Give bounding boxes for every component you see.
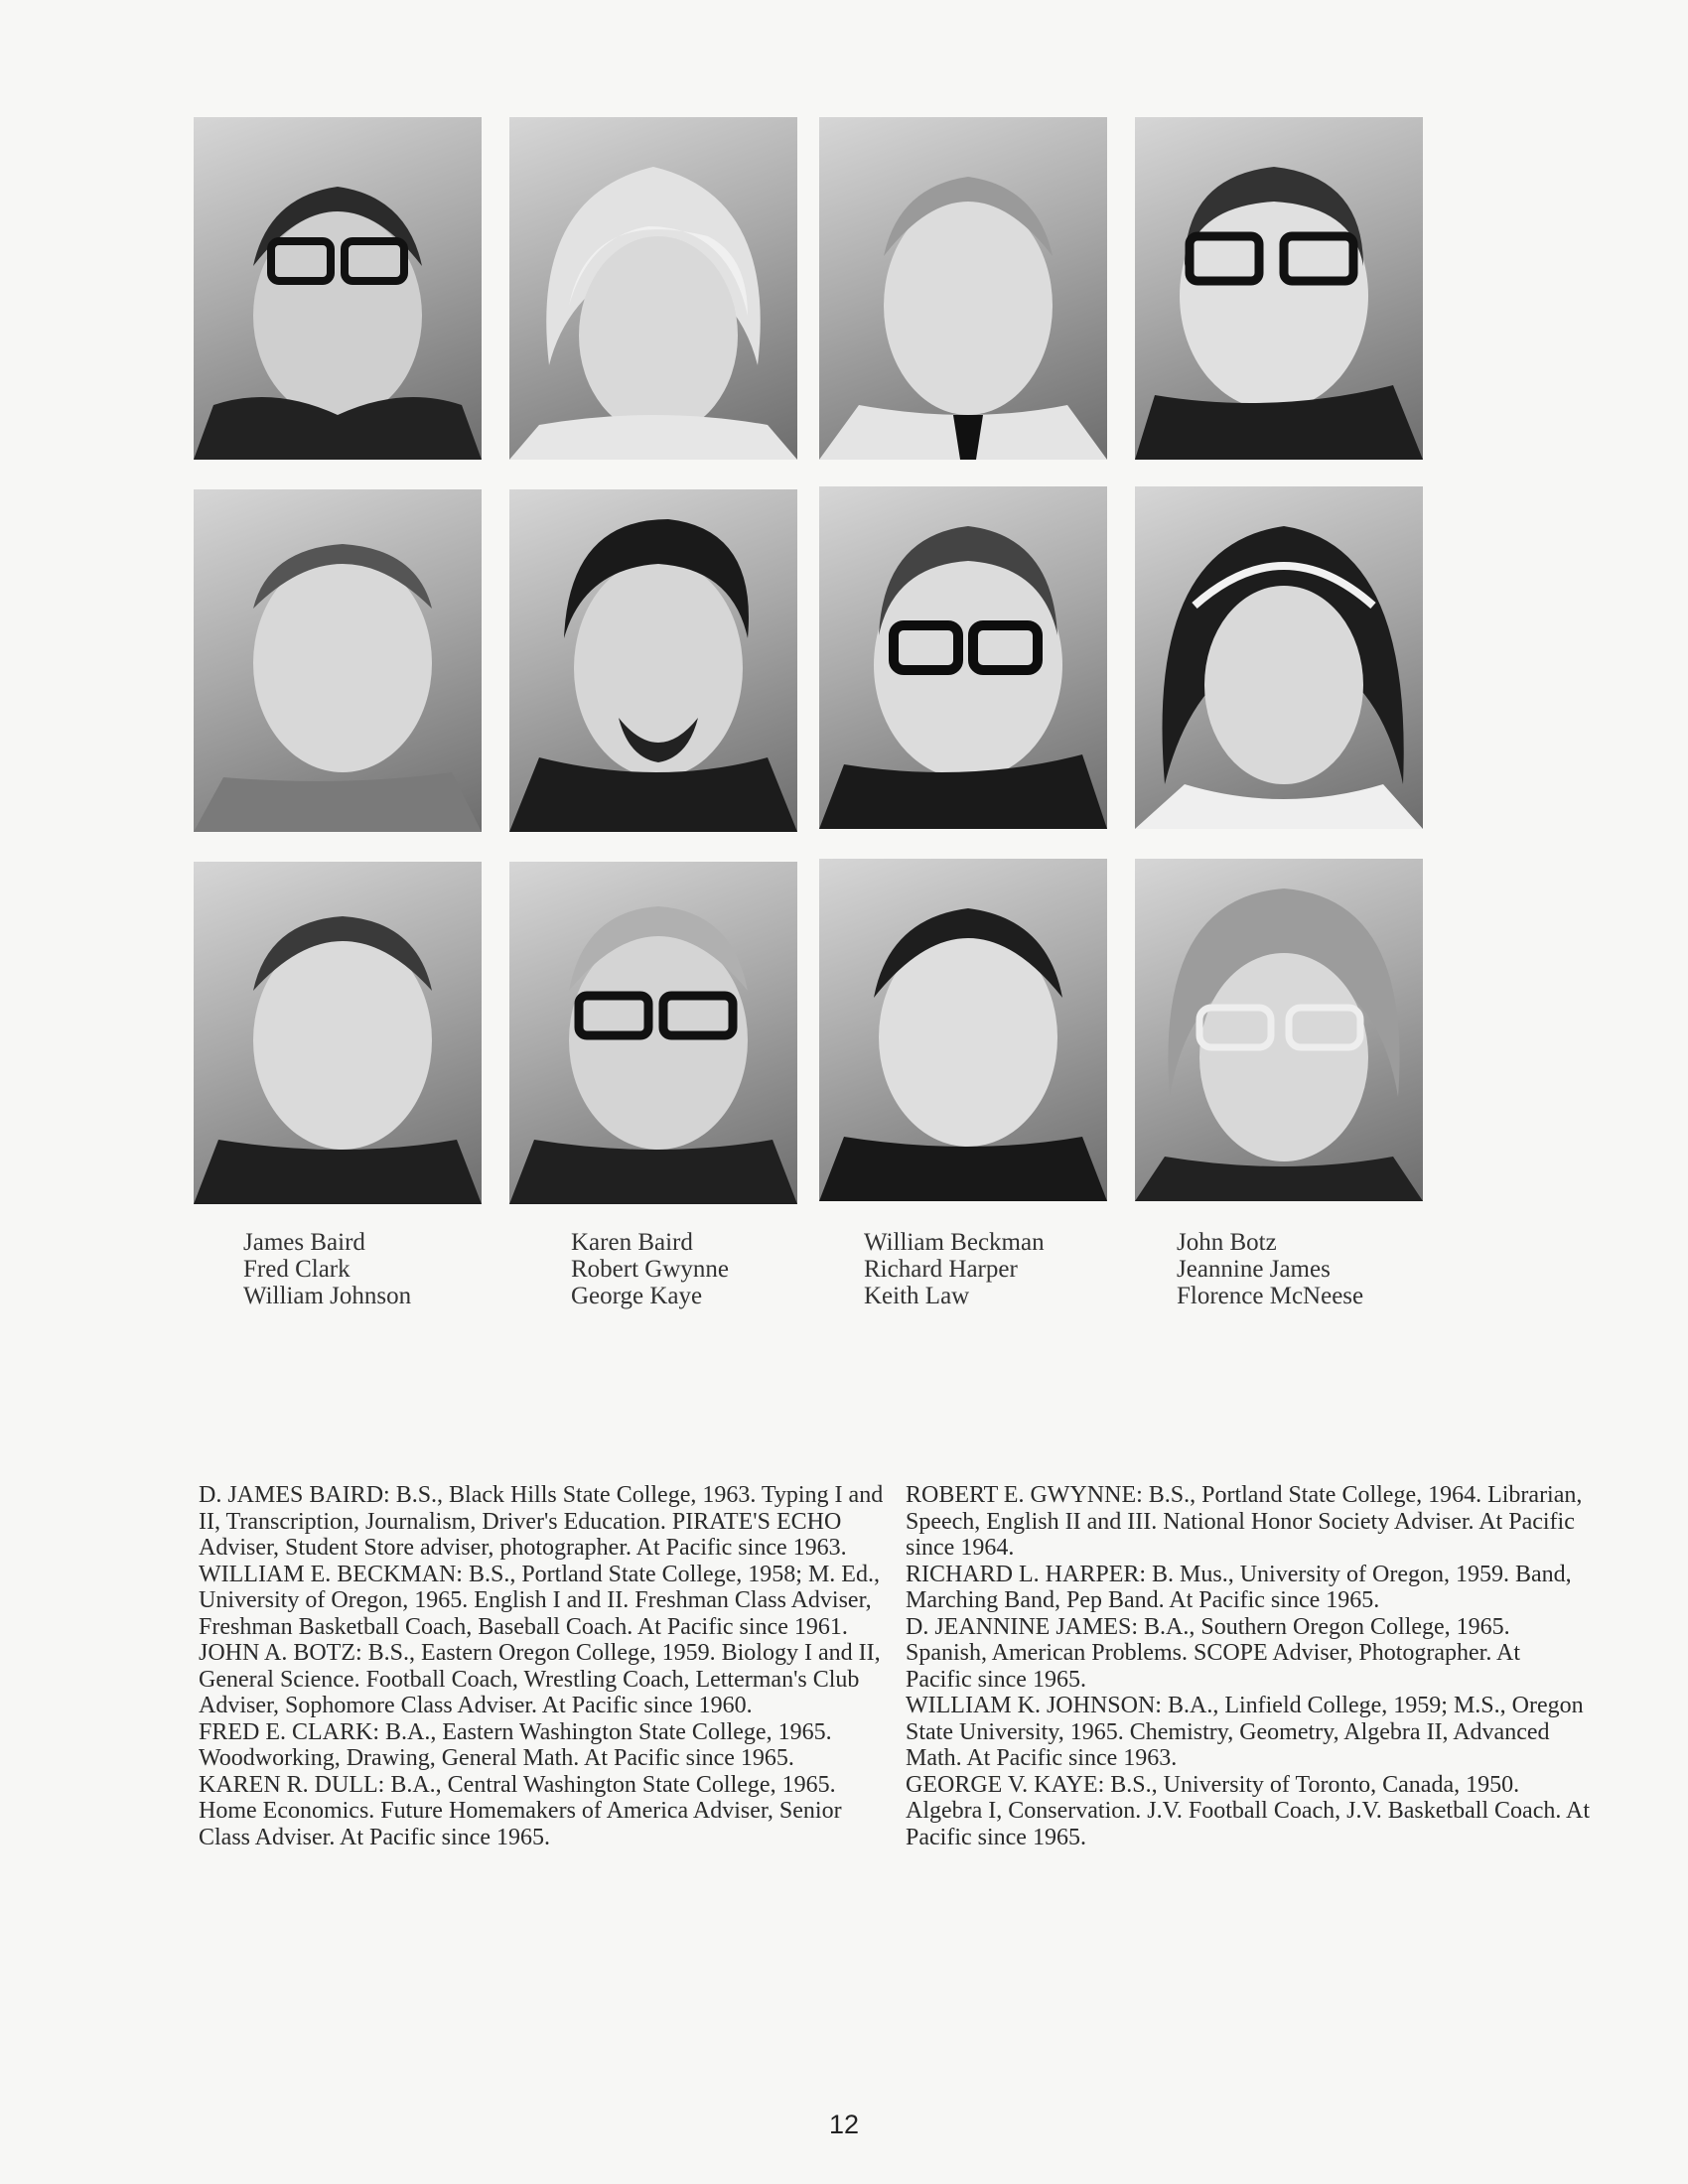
portrait-image — [1135, 117, 1423, 460]
caption-name: Florence McNeese — [1177, 1283, 1364, 1309]
bio-entry: WILLIAM E. BECKMAN: B.S., Portland State College, 1958; M. Ed., University of Oregon, 1965. English I and II. Freshman Class Adviser, Freshman Basketball Coach, Baseball Coach. At Pacific since 1961. — [199, 1561, 880, 1640]
portrait-image — [819, 486, 1107, 829]
caption-name: Keith Law — [864, 1283, 970, 1309]
portrait-keith-law — [819, 859, 1107, 1201]
caption-name: Jeannine James — [1177, 1256, 1331, 1283]
page-number: 12 — [828, 2110, 860, 2139]
portrait-image — [509, 862, 797, 1204]
caption-name: Richard Harper — [864, 1256, 1018, 1283]
bio-entry: ROBERT E. GWYNNE: B.S., Portland State College, 1964. Librarian, Speech, English II and III. National Honor Society Adviser. At Pacific since 1964. — [906, 1482, 1583, 1561]
portrait-image — [1135, 859, 1423, 1201]
portrait-william-beckman — [819, 117, 1107, 460]
bio-entry: D. JAMES BAIRD: B.S., Black Hills State College, 1963. Typing I and II, Transcription, Journalism, Driver's Education. PIRATE'S ECHO Adviser, Student Store adviser, photographer. At Pacific since 1963. — [199, 1482, 884, 1561]
portrait-fred-clark — [194, 489, 482, 832]
portrait-richard-harper — [819, 486, 1107, 829]
portrait-william-johnson — [194, 862, 482, 1204]
portrait-image — [509, 489, 797, 832]
caption-name: William Johnson — [243, 1283, 412, 1309]
names-column-3 — [864, 1229, 1045, 1309]
caption-name: Fred Clark — [243, 1256, 351, 1283]
portrait-image — [509, 117, 797, 460]
caption-name: William Beckman — [864, 1229, 1045, 1256]
bios-right-column — [906, 1482, 1591, 1850]
portrait-james-baird — [194, 117, 482, 460]
portrait-jeannine-james — [1135, 486, 1423, 829]
bios-left-column — [199, 1482, 884, 1850]
portrait-image — [819, 117, 1107, 460]
portrait-image — [194, 862, 482, 1204]
names-column-4 — [1177, 1229, 1363, 1309]
portrait-george-kaye — [509, 862, 797, 1204]
bio-entry: FRED E. CLARK: B.A., Eastern Washington State College, 1965. Woodworking, Drawing, General Math. At Pacific since 1965. — [199, 1718, 832, 1771]
caption-name: Robert Gwynne — [571, 1256, 729, 1283]
portrait-florence-mcneese — [1135, 859, 1423, 1201]
portrait-image — [819, 859, 1107, 1201]
caption-name: John Botz — [1177, 1229, 1277, 1256]
caption-name: James Baird — [243, 1229, 365, 1256]
portrait-image — [1135, 486, 1423, 829]
bio-entry: D. JEANNINE JAMES: B.A., Southern Oregon College, 1965. Spanish, American Problems. SCOPE Adviser, Photographer. At Pacific since 1965. — [906, 1613, 1521, 1693]
bio-entry: GEORGE V. KAYE: B.S., University of Toronto, Canada, 1950. Algebra I, Conservation. J.V. Football Coach, J.V. Basketball Coach. At Pacific since 1965. — [906, 1771, 1591, 1850]
bio-entry: WILLIAM K. JOHNSON: B.A., Linfield College, 1959; M.S., Oregon State University, 1965. Chemistry, Geometry, Algebra II, Advanced Math. At Pacific since 1963. — [906, 1693, 1584, 1771]
caption-name: George Kaye — [571, 1283, 703, 1309]
bio-entry: RICHARD L. HARPER: B. Mus., University of Oregon, 1959. Band, Marching Band, Pep Band. At Pacific since 1965. — [906, 1561, 1572, 1613]
bio-entry: KAREN R. DULL: B.A., Central Washington State College, 1965. Home Economics. Future Homemakers of America Adviser, Senior Class Adviser. At Pacific since 1965. — [199, 1771, 842, 1850]
caption-name: Karen Baird — [571, 1229, 693, 1256]
names-column-2 — [571, 1229, 729, 1309]
names-column-1 — [243, 1229, 411, 1309]
portrait-robert-gwynne — [509, 489, 797, 832]
portrait-image — [194, 117, 482, 460]
portrait-john-botz — [1135, 117, 1423, 460]
portrait-karen-baird — [509, 117, 797, 460]
bio-entry: JOHN A. BOTZ: B.S., Eastern Oregon College, 1959. Biology I and II, General Science. Football Coach, Wrestling Coach, Letterman's Club Adviser, Sophomore Class Adviser. At Pacific since 1960. — [199, 1640, 881, 1718]
portrait-image — [194, 489, 482, 832]
